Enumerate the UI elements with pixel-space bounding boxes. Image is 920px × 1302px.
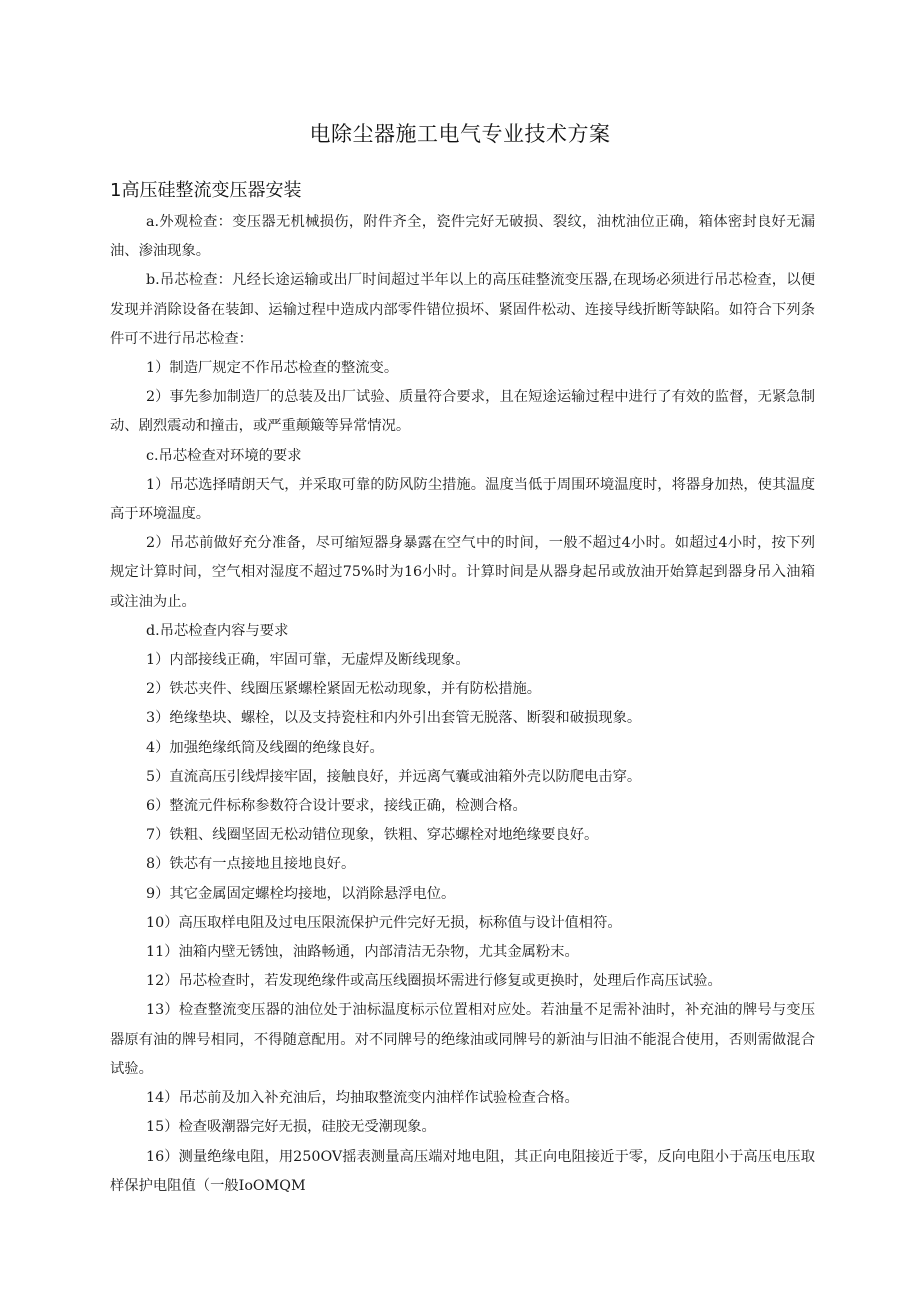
paragraph: 2）事先参加制造厂的总装及出厂试验、质量符合要求，且在短途运输过程中进行了有效的监督，无紧急制动、剧烈震动和撞击，或严重颠簸等异常情况。 xyxy=(110,389,815,435)
paragraph: c.吊芯检查对环境的要求 xyxy=(146,447,302,464)
paragraph: 5）直流高压引线焊接牢固，接触良好，并远离气囊或油箱外壳以防爬电击穿。 xyxy=(146,768,642,785)
paragraph: 9）其它金属固定螺栓均接地，以消除悬浮电位。 xyxy=(146,885,456,902)
paragraph: 1）吊芯选择晴朗天气，并采取可靠的防风防尘措施。温度当低于周围环境温度时，将器身加热，使其温度高于环境温度。 xyxy=(110,476,815,523)
paragraph: a.外观检查：变压器无机械损伤，附件齐全，瓷件完好无破损、裂纹，油枕油位正确，箱体密封良好无漏油、渗油现象。 xyxy=(110,214,815,260)
paragraph: 1）内部接线正确，牢固可靠，无虚焊及断线现象。 xyxy=(146,652,470,669)
paragraph: 10）高压取样电阻及过电压限流保护元件完好无损，标称值与设计值相符。 xyxy=(146,914,622,931)
paragraph: 14）吊芯前及加入补充油后，均抽取整流变内油样作试验检查合格。 xyxy=(146,1090,579,1107)
paragraph: b.吊芯检查：凡经长途运输或出厂时间超过半年以上的高压硅整流变压器,在现场必须进行吊芯检查，以便发现并消除设备在装卸、运输过程中造成内部零件错位损坏、紧固件松动、连接导线折断等缺陷。如符合下列条件可不进行吊芯检查： xyxy=(110,272,815,347)
paragraph: 15）检查吸潮器完好无损，硅胶无受潮现象。 xyxy=(146,1119,436,1136)
section-heading: 1高压硅整流变压器安装 xyxy=(110,180,302,201)
paragraph: 1）制造厂规定不作吊芯检查的整流变。 xyxy=(146,360,399,377)
paragraph: 11）油箱内壁无锈蚀，油路畅通，内部清洁无杂物，尤其金属粉末。 xyxy=(146,944,579,961)
paragraph: 4）加强绝缘纸筒及线圈的绝缘良好。 xyxy=(146,739,384,756)
paragraph: d.吊芯检查内容与要求 xyxy=(146,622,289,639)
document-title: 电除尘器施工电气专业技术方案 xyxy=(309,122,611,146)
paragraph: 12）吊芯检查时，若发现绝缘件或高压线圈损坏需进行修复或更换时，处理后作高压试验。 xyxy=(146,973,722,990)
document-body xyxy=(110,208,815,1201)
paragraph: 2）铁芯夹件、线圈压紧螺栓紧固无松动现象，并有防松措施。 xyxy=(146,681,542,698)
paragraph: 8）铁芯有一点接地且接地良好。 xyxy=(146,856,356,873)
paragraph: 6）整流元件标称参数符合设计要求，接线正确，检测合格。 xyxy=(146,798,527,815)
paragraph: 3）绝缘垫块、螺栓，以及支持瓷柱和内外引出套管无脱落、断裂和破损现象。 xyxy=(146,710,642,727)
paragraph: 16）测量绝缘电阻，用250OV摇表测量高压端对地电阻，其正向电阻接近于零，反向电阻小于高压电压取样保护电阻值（一般IoOMQM xyxy=(110,1148,815,1194)
paragraph: 7）铁粗、线圈坚固无松动错位现象，铁粗、穿芯螺栓对地绝缘要良好。 xyxy=(146,827,599,844)
paragraph: 13）检查整流变压器的油位处于油标温度标示位置相对应处。若油量不足需补油时，补充油的牌号与变压器原有油的牌号相同，不得随意配用。对不同牌号的绝缘油或同牌号的新油与旧油不能混合使用，否则需做混合试验。 xyxy=(110,1002,815,1077)
paragraph: 2）吊芯前做好充分准备，尽可缩短器身暴露在空气中的时间，一般不超过4小时。如超过4小时，按下列规定计算时间，空气相对湿度不超过75%时为16小时。计算时间是从器身起吊或放油开始算起到器身吊入油箱或注油为止。 xyxy=(110,535,815,610)
